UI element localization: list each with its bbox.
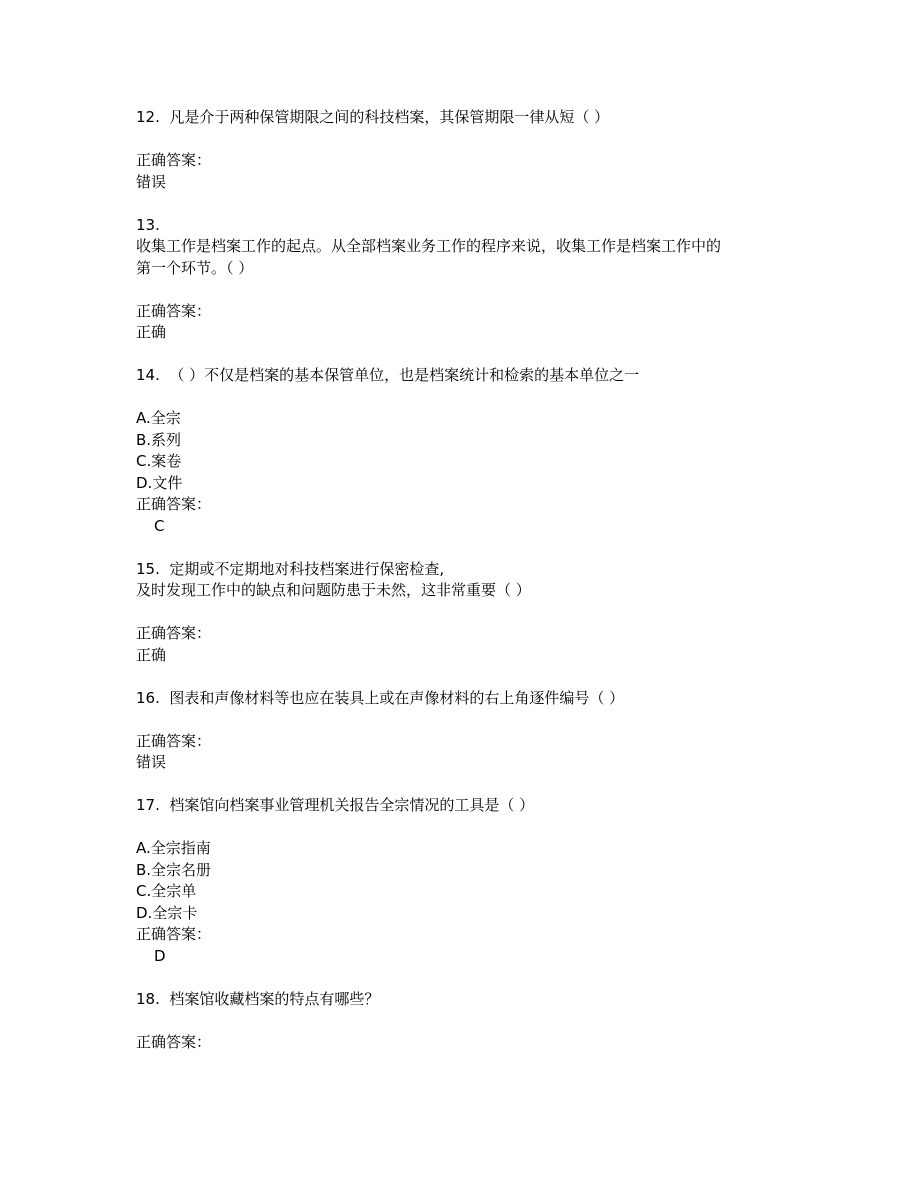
answer-label: 正确答案：: [136, 151, 212, 169]
question-text: [136, 795, 796, 817]
question-text: [136, 107, 796, 129]
question-text: [136, 688, 796, 710]
question-18: [136, 989, 796, 1054]
option-b: B.系列: [136, 430, 182, 449]
option-d: D.文件: [136, 473, 183, 492]
answer-label: 正确答案：: [136, 925, 212, 943]
answer-label: 正确答案：: [136, 1032, 212, 1051]
answer-label: 正确答案：: [136, 731, 212, 750]
answer-value: D: [154, 946, 166, 965]
option-c: C.案卷: [136, 452, 182, 470]
answer-value: 正确: [136, 645, 167, 664]
question-12: [136, 107, 796, 193]
question-line: 凡是介于两种保管期限之间的科技档案，其保管期限一律从短（ ）: [169, 108, 610, 126]
question-16: [136, 688, 796, 774]
answer-label: 正确答案：: [136, 495, 212, 513]
question-line: 档案馆收藏档案的特点有哪些？: [169, 989, 380, 1008]
question-number: 18.: [136, 989, 160, 1008]
answer-value: 正确: [136, 323, 167, 341]
answer-value: C: [154, 516, 165, 535]
question-line: （ ）不仅是档案的基本保管单位，也是档案统计和检索的基本单位之一: [169, 366, 640, 384]
answer-value: 错误: [136, 753, 167, 771]
question-15: [136, 559, 796, 667]
question-number: 12.: [136, 108, 160, 126]
question-text: [136, 559, 796, 581]
question-line: 图表和声像材料等也应在装具上或在声像材料的右上角逐件编号（ ）: [169, 688, 625, 707]
question-line: 及时发现工作中的缺点和问题防患于未然，这非常重要（ ）: [136, 581, 531, 599]
option-a: A.全宗指南: [136, 839, 211, 857]
option-a: A.全宗: [136, 409, 181, 427]
answer-label: 正确答案：: [136, 301, 212, 320]
question-number: 16.: [136, 688, 160, 707]
option-d: D.全宗卡: [136, 903, 198, 922]
question-number: 14.: [136, 366, 160, 384]
question-number: 13.: [136, 215, 160, 234]
question-line: 收集工作是档案工作的起点。从全部档案业务工作的程序来说，收集工作是档案工作中的: [136, 237, 722, 255]
question-line: 第一个环节。（ ）: [136, 258, 254, 277]
question-number: 17.: [136, 796, 160, 814]
exam-page: [136, 107, 796, 1053]
question-text: [136, 989, 796, 1011]
question-line: 档案馆向档案事业管理机关报告全宗情况的工具是（ ）: [169, 796, 535, 814]
question-17: [136, 795, 796, 967]
question-line: 定期或不定期地对科技档案进行保密检查,: [169, 559, 445, 578]
option-c: C.全宗单: [136, 882, 197, 900]
question-number: 15.: [136, 559, 160, 578]
option-b: B.全宗名册: [136, 860, 212, 879]
question-text: [136, 365, 796, 387]
question-13: [136, 215, 796, 344]
answer-label: 正确答案：: [136, 624, 212, 642]
answer-value: 错误: [136, 172, 167, 191]
question-14: [136, 365, 796, 537]
